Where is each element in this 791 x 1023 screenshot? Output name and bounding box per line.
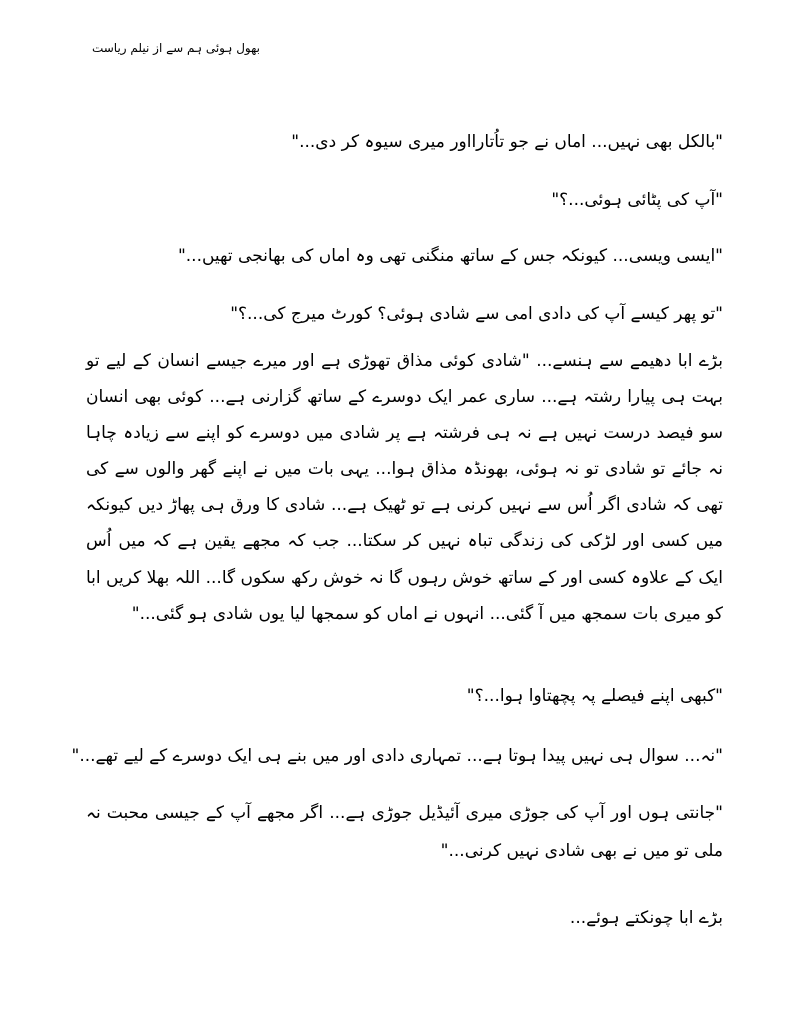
narration-paragraph: بڑے ابا دھیمے سے ہنسے... "شادی کوئی مذاق تھوڑی ہے اور میرے جیسے انسان کے لیے تو بہت ہی پیارا رشتہ ہے... ساری عمر ایک دوسرے کے ساتھ گزارنی ہے... کوئی بھی انسان سو فیصد درست نہیں ہے نہ ہی فرشتہ ہے پر شادی میں دوسرے کو اپنے سے زیادہ چاہا نہ جائے تو شادی تو نہ ہوئی، بھونڈہ مذاق ہوا... یہی بات میں نے اپنے گھر والوں سے کی تھی کہ شادی اگر اُس سے نہیں کرنی ہے تو ٹھیک ہے... شادی کا ورق ہی پھاڑ دیں کیونکہ میں کسی اور لڑکی کی زندگی تباہ نہیں کر سکتا... جب کہ مجھے یقین ہے کہ میں اُس ایک کے علاوہ کسی اور کے ساتھ خوش رہوں گا نہ خوش رکھ سکوں گا... اللہ بھلا کریں ابا کو میری بات سمجھ میں آ گئی... انہوں نے اماں کو سمجھا لیا یوں شادی ہو گئی..." (86, 351, 723, 624)
dialogue-paragraph: "کبھی اپنے فیصلے پہ پچھتاوا ہوا...؟" (466, 686, 723, 706)
dialogue-paragraph: "تو پھر کیسے آپ کی دادی امی سے شادی ہوئی؟ کورٹ میرج کی...؟" (230, 304, 723, 324)
dialogue-paragraph: "جانتی ہوں اور آپ کی جوڑی میری آئیڈیل جوڑی ہے... اگر مجھے آپ کے جیسی محبت نہ ملی تو میں نے بھی شادی نہیں کرنی..." (86, 803, 723, 861)
running-header: بھول ہوئی ہم سے از نیلم ریاست (91, 41, 260, 55)
dialogue-paragraph: "ایسی ویسی... کیونکہ جس کے ساتھ منگنی تھی وہ اماں کی بھانجی تھیں..." (177, 246, 723, 266)
dialogue-paragraph: "آپ کی پٹائی ہوئی...؟" (551, 190, 723, 210)
dialogue-paragraph: "بالکل بھی نہیں... اماں نے جو تاُتارااور میری سیوہ کر دی..." (291, 132, 723, 152)
narration-paragraph: بڑے ابا چونکتے ہوئے... (569, 908, 723, 928)
dialogue-paragraph: "نہ... سوال ہی نہیں پیدا ہوتا ہے... تمہاری دادی اور میں بنے ہی ایک دوسرے کے لیے تھے..." (71, 746, 723, 766)
